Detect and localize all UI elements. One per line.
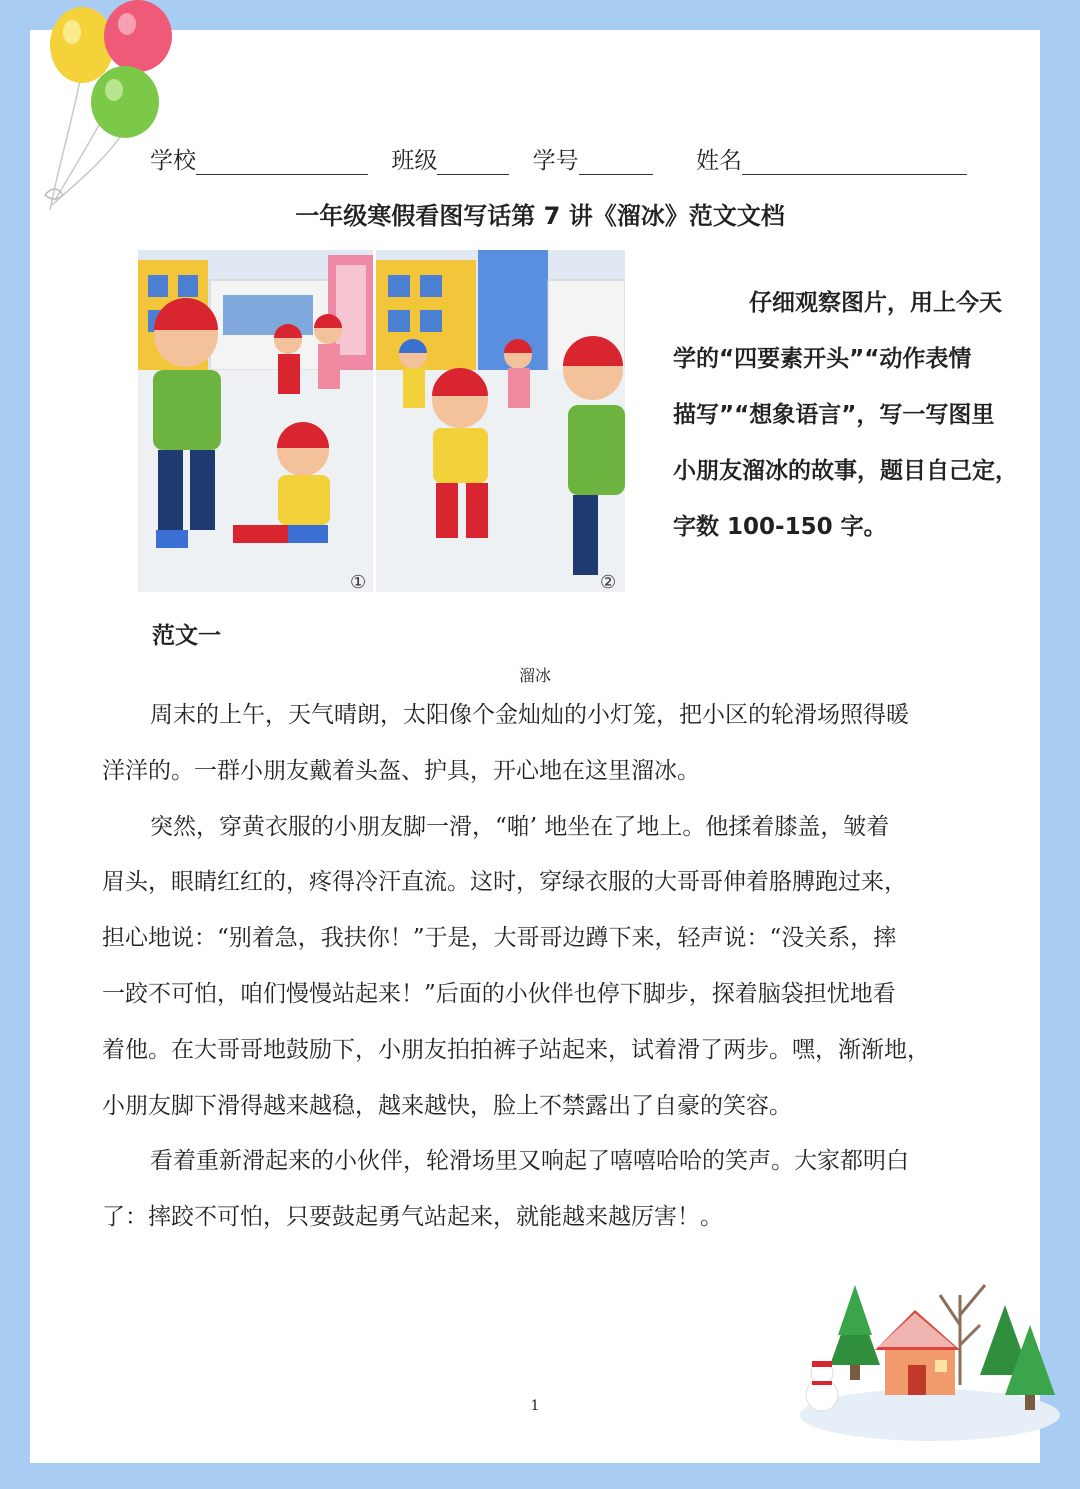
name-field[interactable]: [742, 152, 967, 175]
essay-line: 担心地说：“别着急，我扶你！”于是，大哥哥边蹲下来，轻声说：“没关系，摔: [102, 925, 897, 952]
essay-body: [102, 688, 982, 1246]
header-fields: [150, 142, 983, 175]
student-id-field[interactable]: [579, 152, 653, 175]
skating-picture: [138, 250, 625, 592]
name-label: 姓名: [695, 148, 742, 174]
instruction-line: 描写”“想象语言”，写一写图里: [673, 402, 995, 428]
writing-instructions: [673, 275, 1023, 555]
class-field[interactable]: [437, 152, 509, 175]
sample-label: 范文一: [152, 623, 221, 649]
essay-line: 了：摔跤不可怕，只要鼓起勇气站起来，就能越来越厉害！。: [102, 1204, 723, 1231]
school-label: 学校: [150, 148, 196, 174]
essay-line: 突然，穿黄衣服的小朋友脚一滑，“啪’ 地坐在了地上。他揉着膝盖，皱着: [150, 813, 890, 840]
winter-house-icon: [790, 1255, 1060, 1445]
essay-line: 一跤不可怕，咱们慢慢站起来！”后面的小伙伴也停下脚步，探着脑袋担忧地看: [102, 980, 896, 1007]
instruction-line: 字数 100-150 字。: [673, 514, 887, 540]
essay-line: 着他。在大哥哥地鼓励下，小朋友拍拍裤子站起来，试着滑了两步。嘿，渐渐地，: [102, 1036, 930, 1063]
essay-line: 洋洋的。一群小朋友戴着头盔、护具，开心地在这里溜冰。: [102, 757, 700, 784]
essay-line: 眉头，眼睛红红的，疼得冷汗直流。这时，穿绿衣服的大哥哥伸着胳膊跑过来，: [102, 869, 907, 896]
panel-2-number: ②: [600, 572, 617, 592]
page-number: 1: [530, 1398, 540, 1414]
essay-title: 溜冰: [518, 666, 551, 685]
panel-1-number: ①: [350, 572, 367, 592]
document-title: 一年级寒假看图写话第 7 讲《溜冰》范文文档: [295, 202, 785, 230]
balloons-icon: [30, 0, 190, 220]
instruction-line: 仔细观察图片，用上今天: [749, 290, 1002, 316]
school-field[interactable]: [196, 152, 368, 175]
essay-line: 周末的上午，天气晴朗，太阳像个金灿灿的小灯笼，把小区的轮滑场照得暖: [150, 702, 909, 728]
class-label: 班级: [391, 148, 438, 174]
essay-line: 看着重新滑起来的小伙伴，轮滑场里又响起了嘻嘻哈哈的笑声。大家都明白: [150, 1148, 909, 1175]
essay-line: 小朋友脚下滑得越来越稳，越来越快，脸上不禁露出了自豪的笑容。: [102, 1092, 792, 1119]
instruction-line: 学的“四要素开头”“动作表情: [673, 346, 972, 372]
instruction-line: 小朋友溜冰的故事，题目自己定，: [673, 458, 1018, 484]
student-id-label: 学号: [532, 148, 579, 174]
